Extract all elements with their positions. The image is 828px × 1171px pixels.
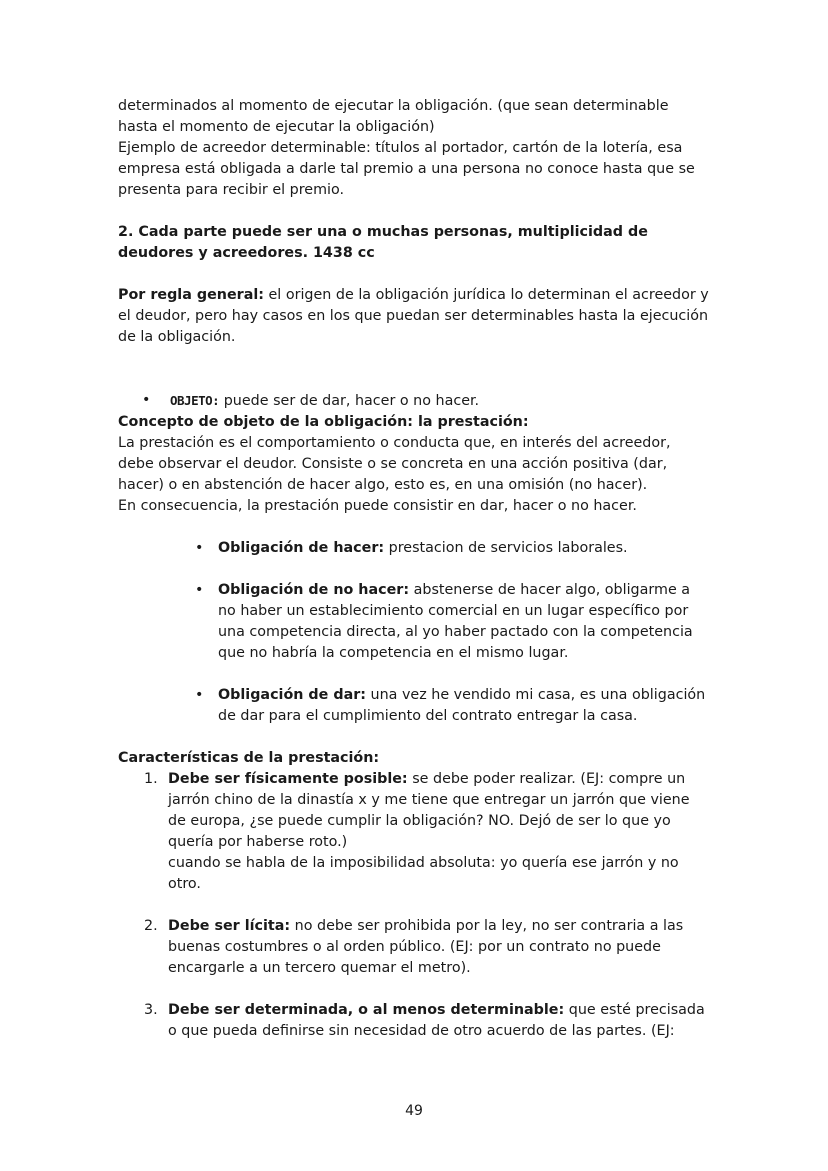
page-number: 49 <box>405 1103 423 1119</box>
document-body <box>118 96 710 1042</box>
regla-label: Por regla general: <box>118 287 264 303</box>
obligacion-no-hacer-item: • Obligación de no hacer: abstenerse de hacer algo, obligarme a no haber un establecimiento comercial en un lugar específico por una competencia directa, al yo haber pactado con la competencia que no habría la competencia en el mismo lugar. <box>195 582 693 661</box>
bullet-icon: • <box>195 687 204 703</box>
caracteristica-extra: cuando se habla de la imposibilidad absoluta: yo quería ese jarrón y no otro. <box>168 855 679 892</box>
obligacion-dar-item: • Obligación de dar: una vez he vendido mi casa, es una obligación de dar para el cumplimiento del contrato entregar la casa. <box>195 687 706 724</box>
item-number: 2. <box>144 918 158 934</box>
caracteristicas-heading: Características de la prestación: <box>118 750 380 766</box>
consecuencia-paragraph: En consecuencia, la prestación puede consistir en dar, hacer o no hacer. <box>118 498 637 514</box>
obligacion-hacer-item: • Obligación de hacer: prestacion de servicios laborales. <box>118 538 710 559</box>
concepto-heading: Concepto de objeto de la obligación: la prestación: <box>118 414 529 430</box>
item-number: 3. <box>144 1002 158 1018</box>
concepto-paragraph: La prestación es el comportamiento o conducta que, en interés del acreedor, debe observar el deudor. Consiste o se concreta en una acción positiva (dar, hacer) o en abstención de hacer algo, esto es, en una omisión (no hacer). <box>118 435 671 493</box>
objeto-label: OBJETO: <box>170 393 220 408</box>
regla-general-paragraph <box>118 285 710 348</box>
item-number: 1. <box>144 771 158 787</box>
bullet-icon: • <box>195 582 204 598</box>
example-paragraph: Ejemplo de acreedor determinable: títulos al portador, cartón de la lotería, esa empresa está obligada a darle tal premio a una persona no conoce hasta que se presenta para recibir el premio. <box>118 140 695 198</box>
caracteristica-item: 2. Debe ser lícita: no debe ser prohibida por la ley, no ser contraria a las buenas costumbres o al orden público. (EJ: por un contrato no puede encargarle a un tercero quemar el metro). <box>144 918 684 976</box>
caracteristica-item: 1. Debe ser físicamente posible: se debe poder realizar. (EJ: compre un jarrón chino de la dinastía x y me tiene que entregar un jarrón que viene de europa, ¿se puede cumplir la obligación? NO. Dejó de ser lo que yo quería por haberse roto.) cuando se habla de la imposibilidad absoluta: yo quería ese jarrón y no otro. <box>118 769 710 895</box>
objeto-text: puede ser de dar, hacer o no hacer. <box>219 393 480 409</box>
caracteristica-item: 3. Debe ser determinada, o al menos determinable: que esté precisada o que pueda definirse sin necesidad de otro acuerdo de las partes. (EJ: <box>144 1002 705 1039</box>
bullet-icon: • <box>142 392 151 408</box>
regla-text: el origen de la obligación jurídica lo determinan el acreedor y el deudor, pero hay casos en los que puedan ser determinables hasta la ejecución de la obligación. <box>118 287 709 345</box>
bullet-icon: • <box>195 540 204 556</box>
objeto-bullet <box>118 390 710 412</box>
intro-paragraph: determinados al momento de ejecutar la obligación. (que sean determinable hasta el momento de ejecutar la obligación) <box>118 98 669 135</box>
point-2-heading: 2. Cada parte puede ser una o muchas personas, multiplicidad de deudores y acreedores. 1438 cc <box>118 224 648 261</box>
